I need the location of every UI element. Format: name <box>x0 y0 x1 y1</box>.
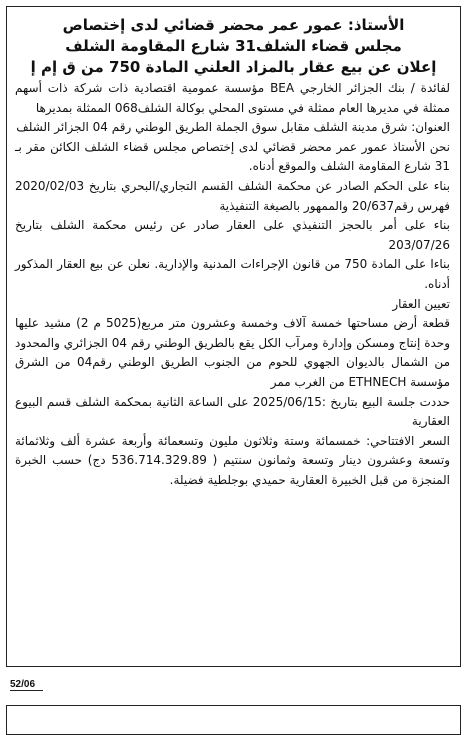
sale-date-paragraph: حددت جلسة البيع بتاريخ :2025/06/15 على الساعة الثانية بمحكمة الشلف قسم البيوع العقارية <box>15 394 450 429</box>
legal-basis-paragraph: بناءا على المادة 750 من قانون الإجراءات المدنية والإدارية. نعلن عن بيع العقار المذكور أدناه. <box>15 257 451 291</box>
beneficiary-paragraph: لفائدة / بنك الجزائر الخارجي BEA مؤسسة عمومية اقتصادية ذات شركة ذات أسهم ممثلة في مديرها العام ممثلة في مستوى المحلي بوكالة الشلف068 الممثلة بمديرها <box>15 81 450 115</box>
notice-reference-number: 52/06 <box>10 679 43 691</box>
next-notice-frame <box>6 705 461 735</box>
seizure-order-paragraph: بناء على أمر بالحجز التنفيذي على العقار صادر عن رئيس محكمة الشلف بتاريخ 203/07/26 <box>15 218 450 252</box>
opening-price-paragraph: السعر الافتتاحي: خمسمائة وستة وثلاثون مليون وتسعمائة وأربعة عشرة ألف وثلاثمائة وتسعة وعشرون دينار وتسعة وثمانون سنتيم ( 536.714.329.89 دج) حسب الخبرة المنجزة من قبل الخبيرة العقارية حميدي بوجلطية فضيلة. <box>15 433 451 487</box>
bailiff-paragraph: نحن الأستاذ عمور عمر محضر قضائي لدى إختصاص مجلس قضاء الشلف الكائن مقر بـ 31 شارع المقاومة الشلف والموقع أدناه. <box>15 139 450 174</box>
address-paragraph: العنوان: شرق مدينة الشلف مقابل سوق الجملة الطريق الوطني رقم 04 الجزائر الشلف <box>16 120 450 135</box>
auction-announcement-line: إعلان عن بيع عقار بالمزاد العلني المادة 750 من ق إم إ <box>30 58 437 76</box>
legal-notice <box>6 6 461 667</box>
judgment-paragraph: بناء على الحكم الصادر عن محكمة الشلف القسم التجاري/البحري بتاريخ 2020/02/03 فهرس رقم20/637 والممهور بالصيغة التنفيذية <box>15 178 450 213</box>
property-description: قطعة أرض مساحتها خمسة آلاف وخمسة وعشرون متر مربع(5025 م 2) مشيد عليها وحدة إنتاج ومسكن وإدارة ومرآب الكل يقع بالطريق الوطني رقم 04 الجزائري والمحدود من الشمال بالديوان الجهوي للحوم من الجنوب الطريق الوطني رقم04 من الشرق مؤسسة ETHNECH من الغرب ممر <box>15 316 450 389</box>
property-heading: تعيين العقار <box>392 296 450 311</box>
bailiff-name-line: الأستاذ: عمور عمر محضر قضائي لدى إختصاص <box>62 16 405 34</box>
court-address-line: مجلس قضاء الشلف31 شارع المقاومة الشلف <box>65 37 402 55</box>
notice-header <box>7 7 460 78</box>
notice-body <box>7 78 460 490</box>
